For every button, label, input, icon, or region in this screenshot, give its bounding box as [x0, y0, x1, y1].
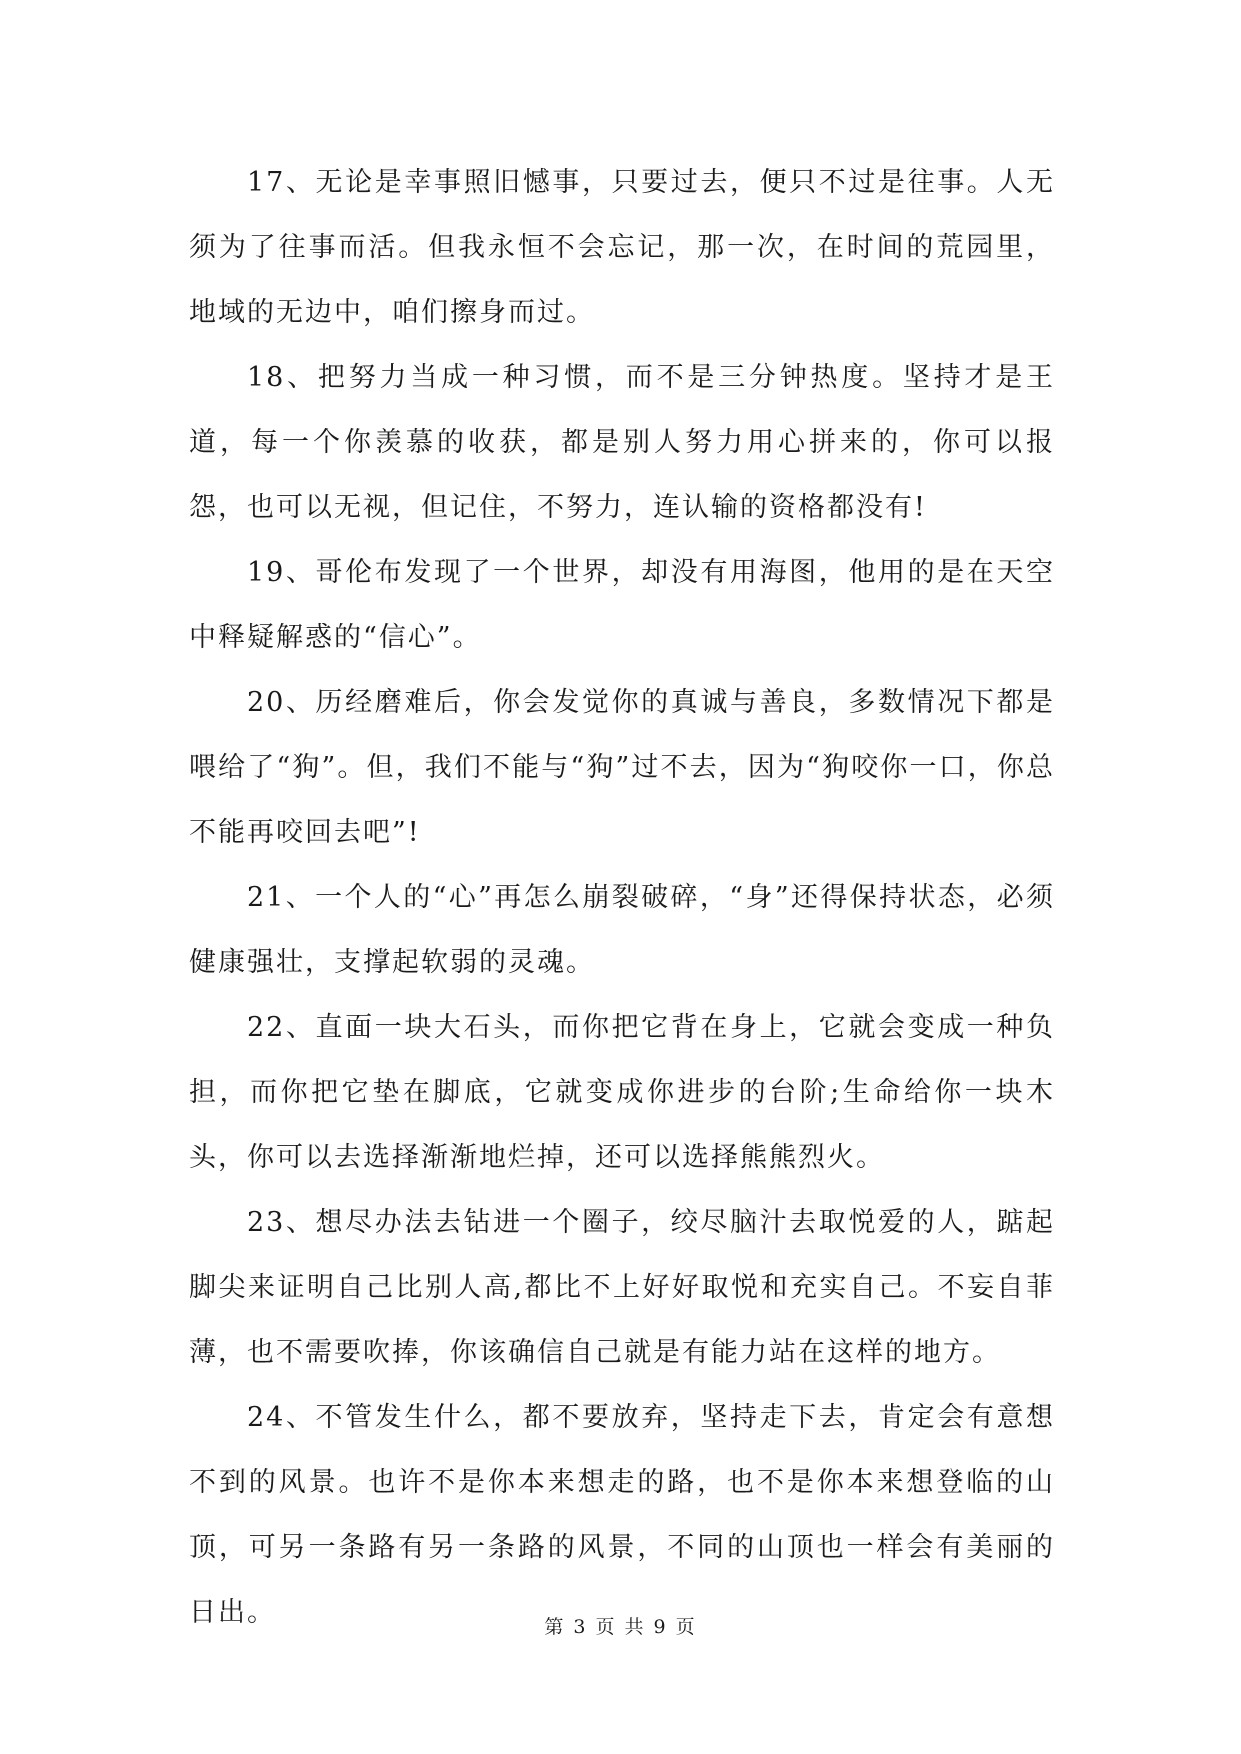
paragraph-19: 19、哥伦布发现了一个世界，却没有用海图，他用的是在天空中释疑解惑的“信心”。 [189, 557, 1055, 653]
paragraph-24: 24、不管发生什么，都不要放弃，坚持走下去，肯定会有意想不到的风景。也许不是你本来想走的路，也不是你本来想登临的山顶，可另一条路有另一条路的风景，不同的山顶也一样会有美丽的日出。 [189, 1402, 1055, 1628]
paragraph-23: 23、想尽办法去钻进一个圈子，绞尽脑汁去取悦爱的人，踮起脚尖来证明自己比别人高,都比不上好好取悦和充实自己。不妄自菲薄，也不需要吹捧，你该确信自己就是有能力站在这样的地方。 [189, 1207, 1055, 1368]
paragraph-17: 17、无论是幸事照旧憾事，只要过去，便只不过是往事。人无须为了往事而活。但我永恒不会忘记，那一次，在时间的荒园里，地域的无边中，咱们擦身而过。 [189, 167, 1055, 328]
page-number-footer: 第 3 页 共 9 页 [544, 1616, 697, 1638]
paragraph-18: 18、把努力当成一种习惯，而不是三分钟热度。坚持才是王道，每一个你羡慕的收获，都是别人努力用心拼来的，你可以报怨，也可以无视，但记住，不努力，连认输的资格都没有! [189, 362, 1055, 523]
paragraph-22: 22、直面一块大石头，而你把它背在身上，它就会变成一种负担，而你把它垫在脚底，它就变成你进步的台阶;生命给你一块木头，你可以去选择渐渐地烂掉，还可以选择熊熊烈火。 [189, 1012, 1055, 1173]
paragraph-20: 20、历经磨难后，你会发觉你的真诚与善良，多数情况下都是喂给了“狗”。但，我们不能与“狗”过不去，因为“狗咬你一口，你总不能再咬回去吧”! [189, 687, 1055, 848]
document-body [189, 150, 1055, 1645]
paragraph-21: 21、一个人的“心”再怎么崩裂破碎，“身”还得保持状态，必须健康强壮，支撑起软弱的灵魂。 [189, 882, 1055, 978]
